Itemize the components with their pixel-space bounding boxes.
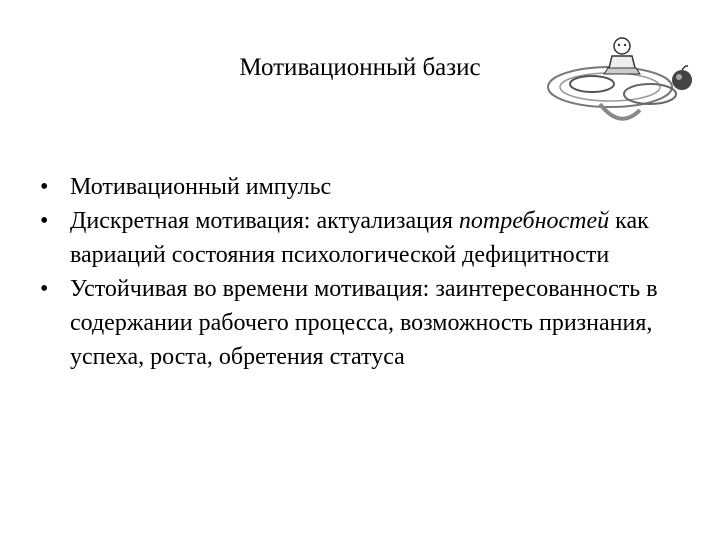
meditating-figure-with-apple-icon: [540, 32, 710, 132]
bullet-item: [40, 204, 680, 272]
bullet-item: [40, 272, 680, 374]
slide-title: Мотивационный базис: [239, 54, 481, 81]
bullet-text-before: Дискретная мотивация: актуализация: [70, 208, 459, 234]
bullet-list: [40, 170, 680, 374]
bullet-text-after: как вариаций состояния психологической дефицитности: [70, 208, 649, 268]
bullet-emphasis: потребностей: [458, 208, 610, 234]
bullet-marker: •: [40, 208, 49, 234]
bullet-text: Устойчивая во времени мотивация: заинтересованность в содержании рабочего процесса, возможность признания, успеха, роста, обретения статуса: [70, 276, 658, 370]
bullet-marker: •: [40, 174, 49, 200]
bullet-marker: •: [40, 276, 49, 302]
bullet-item: [40, 170, 680, 204]
bullet-text: Мотивационный импульс: [70, 174, 332, 200]
